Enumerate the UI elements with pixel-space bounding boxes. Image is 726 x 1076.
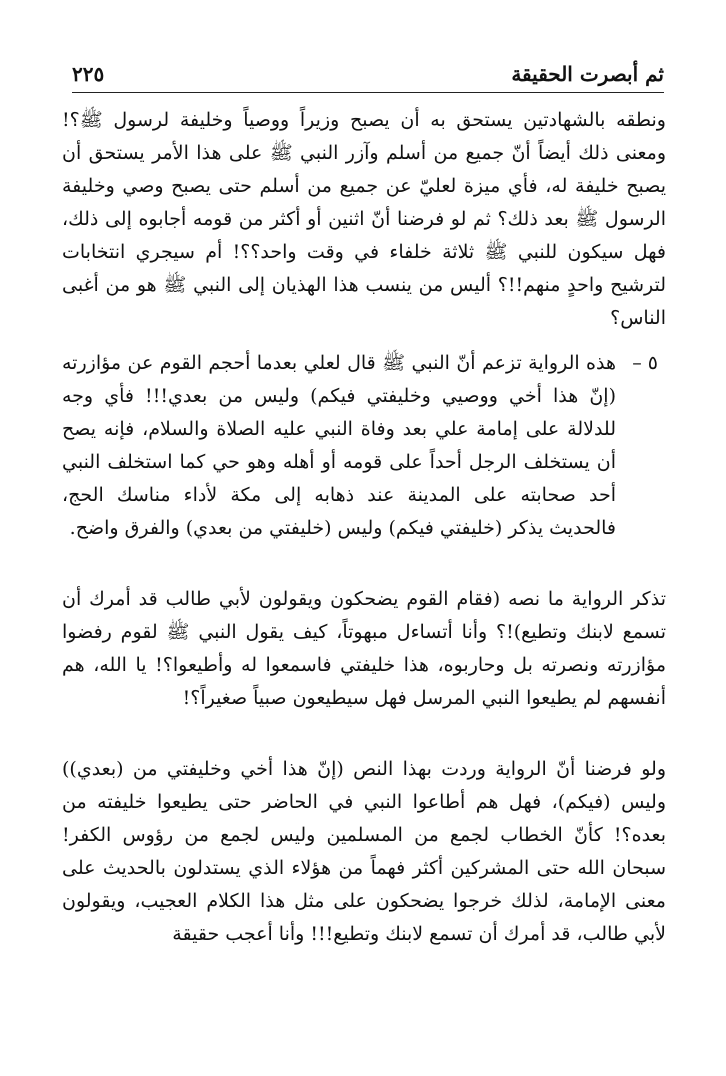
page-body [62, 104, 666, 951]
paragraph-3: تذكر الرواية ما نصه (فقام القوم يضحكون ويقولون لأبي طالب قد أمرك أن تسمع لابنك وتطيع)!؟ وأنا أتساءل مبهوتاً، كيف يقول النبي ﷺ لقوم رفضوا مؤازرته ونصرته بل وحاربوه، هذا خليفتي فاسمعوا له وأطيعوا؟! يا الله، هم أنفسهم لم يطيعوا النبي المرسل فهل سيطيعون صبياً صغيراً؟! [62, 588, 666, 709]
paragraph-4: ولو فرضنا أنّ الرواية وردت بهذا النص (إنّ هذا أخي وخليفتي من (بعدي)) وليس (فيكم)، فهل هم أطاعوا النبي في الحاضر حتى يطيعوا خليفته من بعده؟! كأنّ الخطاب لجمع من المسلمين وليس لجمع من رؤوس الكفر! سبحان الله حتى المشركين أكثر فهماً من هؤلاء الذي يستدلون بالحديث على معنى الإمامة، لذلك خرجوا يضحكون على مثل هذا الكلام العجيب، ويقولون لأبي طالب، قد أمرك أن تسمع لابنك وتطيع!!! وأنا أعجب حقيقة [62, 758, 666, 945]
page-header [72, 58, 664, 93]
running-title: ثم أبصرت الحقيقة [511, 62, 664, 86]
list-item-number: ٥ – [632, 352, 658, 374]
page-number: ٢٢٥ [72, 62, 105, 86]
list-item-5 [62, 347, 666, 545]
paragraph-1: ونطقه بالشهادتين يستحق به أن يصبح وزيراً ووصياً وخليفة لرسول ﷺ؟! ومعنى ذلك أيضاً أنّ جميع من أسلم وآزر النبي ﷺ على هذا الأمر يستحق أن يصبح خليفة له، فأي ميزة لعليّ عن جميع من أسلم حتى يصبح وصي وخليفة الرسول ﷺ بعد ذلك؟ ثم لو فرضنا أنّ اثنين أو أكثر من قومه أجابوه إلى ذلك، فهل سيكون للنبي ﷺ ثلاثة خلفاء في وقت واحد؟؟! أم سيجري انتخابات لترشيح واحدٍ منهم!!؟ أليس من ينسب هذا الهذيان إلى النبي ﷺ هو من أغبى الناس؟ [62, 109, 666, 329]
list-item-text: هذه الرواية تزعم أنّ النبي ﷺ قال لعلي بعدما أحجم القوم عن مؤازرته (إنّ هذا أخي ووصيي وخليفتي فيكم) وليس من بعدي!!! فأي وجه للدلالة على إمامة علي بعد وفاة النبي عليه الصلاة والسلام، فإنه يصح أن يستخلف الرجل أحداً على قومه أو أهله وهو حي كما استخلف النبي أحد صحابته على المدينة عند ذهابه إلى مكة لأداء مناسك الحج، فالحديث يذكر (خليفتي فيكم) وليس (خليفتي من بعدي) والفرق واضح. [62, 352, 616, 539]
